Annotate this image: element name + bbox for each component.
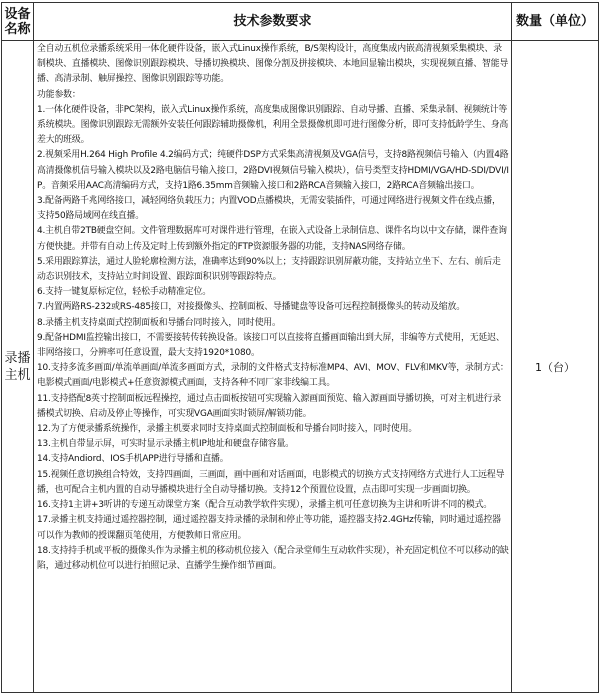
spec-table — [1, 2, 599, 693]
header-row — [2, 3, 599, 41]
table-row — [2, 41, 599, 693]
param-item: 10.支持多流多画面/单流单画面/单流多画面方式，录制的文件格式支持标准MP4、AVI、MOV、FLV和MKV等，录制方式：电影模式画面/电影模式+任意资源模式画面，支持各种不同厂家非线编工具。 — [37, 363, 509, 389]
param-item: 2.视频采用H.264 High Profile 4.2编码方式；纯硬件DSP方式采集高清视频及VGA信号，支持8路视频信号输入（内置4路高清摄像机信号输入模块以及2路电脑信号输入接口，2路DVI视频信号输入模块），信号类型支持HDMI/VGA/HD-SDI/DVI/IP。音频采用AAC高清编码方式，支持1路6.35mm音频输入接口和2路RCA音频输入接口，2路RCA音频输出接口。 — [37, 150, 509, 191]
params-body — [37, 42, 509, 692]
header-quantity: 数量（单位） — [512, 3, 599, 41]
params-intro: 全自动五机位录播系统采用一体化硬件设备，嵌入式Linux操作系统，B/S架构设计，高度集成内嵌高清视频采集模块、录制模块、直播模块、图像识别跟踪模块、导播切换模块、图像分割及拼接模块、本地回显输出模块，实现视频直播、智能导播、高清录制、触屏操控、图像识别跟踪等功能。 — [37, 44, 509, 85]
param-item: 11.支持搭配8英寸控制面板远程操控，通过点击面板按钮可实现输入源画面预览、输入源画面导播切换，可对主机进行录播模式切换、启动及停止等操作，可实现VGA画面实时锁屏/解锁功能。 — [37, 393, 502, 419]
param-item: 13.主机自带显示屏，可实时显示录播主机IP地址和硬盘存储容量。 — [37, 439, 294, 450]
params-cell — [34, 41, 512, 693]
params-section-title: 功能参数： — [37, 89, 81, 100]
param-item: 9.配备HDMI监控输出接口，不需要接转传转换设备。该接口可以直接将直播画面输出到大屏，非编等方式使用，无延迟、非网络接口，分辨率可任意设置，最大支持1920*1080。 — [37, 332, 505, 359]
param-item: 16.支持1主讲+3听讲的专递互动课堂方案（配合互动教学软件实现），录播主机可任意切换为主讲和听讲不同的模式。 — [37, 500, 493, 511]
param-item: 4.主机自带2TB硬盘空间。文件管理数据库可对课件进行管理，在嵌入式设备上录制信息、课件名均以中文存储，课件查询方便快捷。并带有自动上传及定时上传到额外指定的FTP资源服务器的功能，支持NAS网络存储。 — [37, 226, 507, 252]
param-item: 18.支持持手机或平板的摄像头作为录播主机的移动机位接入（配合录堂师生互动软件实现），补充固定机位不可以移动的缺陷，通过移动机位可以进行拍照记录、直播学生操作细节画面。 — [37, 545, 509, 571]
param-item: 5.采用跟踪算法，通过人脸轮廓检测方法，准确率达到90%以上；支持跟踪识别屏蔽功能，支持站立坐下、左右、前后走动态识别技术，支持站立时间设置、跟踪面积识别等跟踪特点。 — [37, 256, 501, 283]
param-item: 14.支持Andiord、IOS手机APP进行导播和直播。 — [37, 454, 229, 465]
header-device-name: 设备名称 — [2, 3, 34, 41]
param-item: 17.录播主机支持通过遥控器控制，通过遥控器支持录播的录制和停止等功能，遥控器支持2.4GHz传输，同时通过遥控器可以作为教师的授课翻页笔使用，方便教师日常应用。 — [37, 515, 501, 541]
param-item: 15.视频任意切换组合特效，支持四画面，三画面，画中画和对话画面，电影模式的切换方式支持网络方式进行人工远程导播，也可配合主机内置的自动导播模块进行全自动导播切换。支持12个预置位设置，点击即可实现一步画面切换。 — [37, 469, 505, 495]
param-item: 8.录播主机支持桌面式控制面板和导播台同时接入，同时使用。 — [37, 317, 281, 328]
device-name-cell: 录播主机 — [2, 41, 34, 693]
param-item: 12.为了方便录播系统操作，录播主机要求同时支持桌面式控制面板和导播台同时接入，同时使用。 — [37, 424, 418, 435]
param-item: 1.一体化硬件设备，非PC架构，嵌入式Linux操作系统，高度集成图像识别跟踪、自动导播、直播、采集录制、视频统计等系统模块。图像识别跟踪无需额外安装任何跟踪辅助摄像机，利用全景摄像机即可进行图像分析，即可支持低龄学生、身高差大的班级。 — [37, 104, 509, 146]
header-params: 技术参数要求 — [34, 3, 512, 41]
param-item: 7.内置两路RS-232或RS-485接口，对接摄像头、控制面板、导播键盘等设备可远程控制摄像头的转动及缩放。 — [37, 302, 465, 313]
param-item: 3.配备两路千兆网络接口，减轻网络负载压力；内置VOD点播模块，无需安装插件，可通过网络进行视频文件在线点播，支持50路局域网在线直播。 — [37, 196, 501, 222]
param-item: 6.支持一键复原标定位，轻松手动精准定位。 — [37, 287, 211, 298]
quantity-cell: 1（台） — [512, 41, 599, 693]
